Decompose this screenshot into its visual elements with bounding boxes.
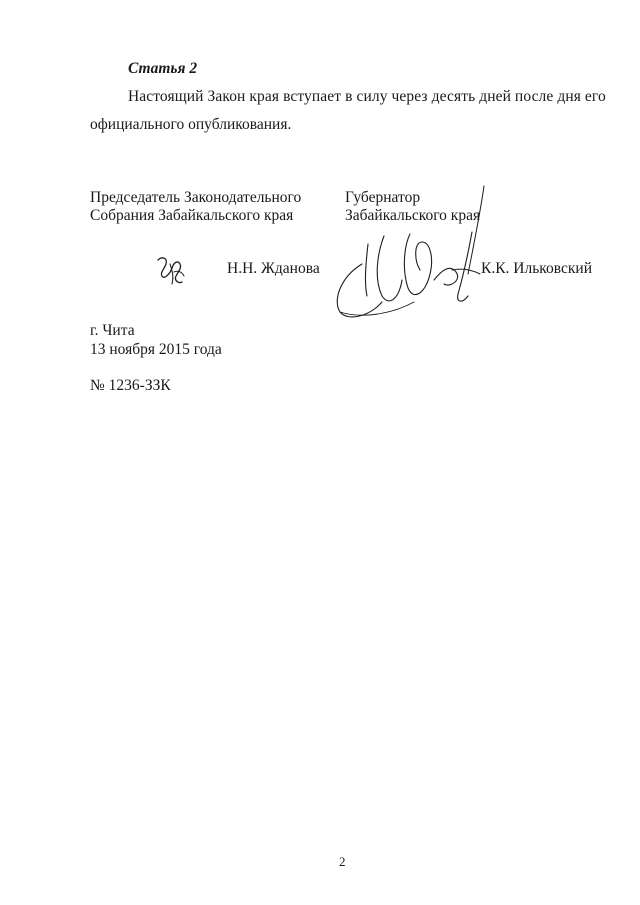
page-number: 2 (339, 854, 346, 869)
law-number: № 1236-ЗЗК (90, 377, 171, 394)
governor-name: К.К. Ильковский (481, 260, 593, 277)
article-text-line-2: официального опубликования. (90, 116, 292, 133)
governor-title-line-1: Губернатор (345, 189, 421, 206)
article-title: Статья 2 (128, 60, 198, 77)
governor-title-line-2: Забайкальского края (345, 207, 481, 224)
chair-title-line-1: Председатель Законодательного (90, 189, 302, 206)
article-text-line-1: Настоящий Закон края вступает в силу через десять дней после дня его (128, 88, 606, 105)
chair-signature (152, 250, 192, 290)
signing-date: 13 ноября 2015 года (90, 341, 222, 358)
chair-name: Н.Н. Жданова (227, 260, 320, 277)
chair-title-line-2: Собрания Забайкальского края (90, 207, 294, 224)
city: г. Чита (90, 322, 135, 339)
